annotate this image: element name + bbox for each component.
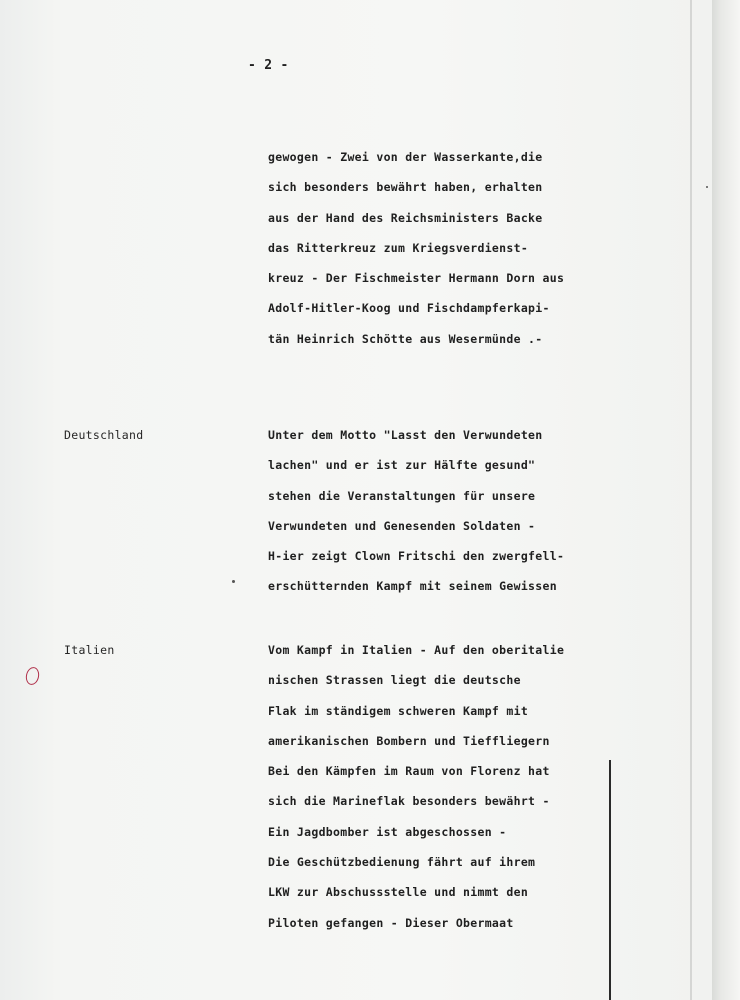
- text-line: Ein Jagdbomber ist abgeschossen -: [268, 824, 507, 839]
- text-line: Adolf-Hitler-Koog und Fischdampferkapi-: [268, 301, 550, 316]
- text-line: amerikanischen Bombern und Tieffliegern: [268, 733, 550, 748]
- page-edge: [712, 0, 740, 1000]
- section-label-italien: Italien: [64, 643, 115, 657]
- text-line: sich besonders bewährt haben, erhalten: [268, 180, 543, 195]
- text-line: Piloten gefangen - Dieser Obermaat: [268, 915, 514, 930]
- text-line: das Ritterkreuz zum Kriegsverdienst-: [268, 240, 529, 255]
- text-line: erschütternden Kampf mit seinem Gewissen: [268, 579, 557, 594]
- text-line: Verwundeten und Genesenden Soldaten -: [268, 518, 536, 533]
- section-label-deutschland: Deutschland: [64, 428, 144, 442]
- paragraph-continuation: [268, 150, 564, 362]
- page-number: - 2 -: [248, 58, 289, 73]
- margin-rule-line: [609, 760, 611, 1000]
- page-fold-line: [690, 0, 692, 1000]
- text-line: nischen Strassen liegt die deutsche: [268, 673, 521, 688]
- text-line: Flak im ständigem schweren Kampf mit: [268, 703, 529, 718]
- text-line: tän Heinrich Schötte aus Wesermünde .-: [268, 331, 543, 346]
- text-line: aus der Hand des Reichsministers Backe: [268, 210, 543, 225]
- text-line: Die Geschützbedienung fährt auf ihrem: [268, 855, 536, 870]
- text-line: gewogen - Zwei von der Wasserkante,die: [268, 150, 543, 164]
- text-line: sich die Marineflak besonders bewährt -: [268, 794, 550, 809]
- ink-speck: [706, 186, 708, 188]
- text-line: Bei den Kämpfen im Raum von Florenz hat: [268, 764, 550, 779]
- text-line: stehen die Veranstaltungen für unsere: [268, 488, 536, 503]
- ink-speck: [232, 580, 235, 583]
- text-line: Unter dem Motto "Lasst den Verwundeten: [268, 428, 543, 442]
- text-line: H-ier zeigt Clown Fritschi den zwergfell-: [268, 549, 565, 564]
- text-line: lachen" und er ist zur Hälfte gesund": [268, 458, 536, 473]
- paragraph-italien: [268, 643, 564, 946]
- text-line: Vom Kampf in Italien - Auf den oberitalie: [268, 643, 565, 657]
- paragraph-deutschland: [268, 428, 564, 610]
- text-line: LKW zur Abschussstelle und nimmt den: [268, 885, 529, 900]
- text-line: kreuz - Der Fischmeister Hermann Dorn aus: [268, 271, 565, 286]
